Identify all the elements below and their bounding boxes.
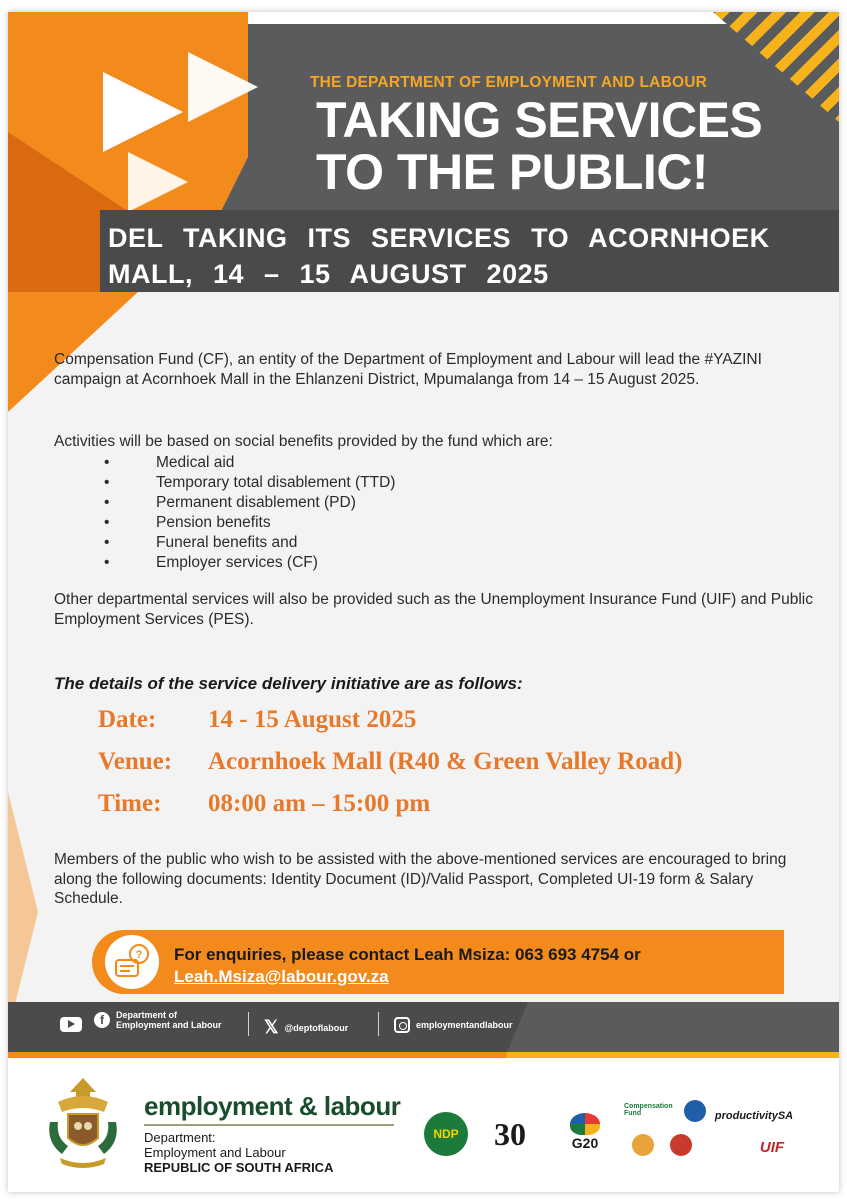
x-icon: 𝕏 [264, 1017, 279, 1037]
facebook-line-2: Employment and Labour [116, 1020, 222, 1030]
event-title: DEL TAKING ITS SERVICES TO ACORNHOEK MALL, 14 – 15 AUGUST 2025 [108, 223, 770, 289]
coat-of-arms-icon [38, 1072, 128, 1172]
instagram-link[interactable] [394, 1017, 513, 1033]
thirty-years-logo: 30 [494, 1115, 526, 1152]
productivity-sa-logo: productivitySA [714, 1110, 794, 1122]
brand-department [144, 1130, 286, 1160]
benefits-list [104, 453, 395, 573]
uif-logo: UIF [759, 1138, 785, 1156]
orange-side-accent [8, 792, 38, 1032]
divider [378, 1012, 379, 1036]
instagram-icon [394, 1017, 410, 1033]
poster [8, 12, 839, 1192]
list-item: • Temporary total disablement (TTD) [104, 473, 395, 493]
intro-paragraph: Compensation Fund (CF), an entity of the Department of Employment and Labour will lead the #YAZINI campaign at Acornhoek Mall in the Ehlanzeni District, Mpumalanga from 14 – 15 August 2025. [54, 351, 762, 388]
brand-rule [144, 1124, 394, 1126]
x-link[interactable] [264, 1017, 348, 1038]
g20-label: G20 [571, 1135, 599, 1151]
main-title-line-1: TAKING SERVICES [316, 92, 763, 148]
venue-label: Venue: [98, 748, 173, 775]
date-label: Date: [98, 706, 157, 733]
facebook-line-1: Department of [116, 1010, 178, 1020]
enquiry-contact: For enquiries, please contact Leah Msiza: 063 693 4754 or [174, 945, 641, 964]
divider [248, 1012, 249, 1036]
enquiry-text [174, 944, 641, 988]
x-handle: @deptoflabour [284, 1022, 349, 1033]
time-label: Time: [98, 790, 162, 817]
g20-logo [560, 1107, 610, 1157]
list-item: • Employer services (CF) [104, 553, 395, 573]
department-line: THE DEPARTMENT OF EMPLOYMENT AND LABOUR [310, 74, 708, 91]
facebook-name [116, 1010, 222, 1030]
enquiry-email-link[interactable]: Leah.Msiza@labour.gov.za [174, 967, 389, 986]
facebook-icon: f [94, 1012, 110, 1028]
chat-question-icon [104, 934, 160, 990]
date-value: 14 - 15 August 2025 [208, 706, 417, 733]
ndp-logo: NDP [424, 1112, 468, 1156]
youtube-icon [60, 1017, 82, 1032]
instagram-handle: employmentandlabour [416, 1020, 513, 1030]
brand-country: REPUBLIC OF SOUTH AFRICA [144, 1160, 334, 1175]
brand-dept-line-2: Employment and Labour [144, 1145, 286, 1160]
compensation-fund-logo: Compensation Fund [624, 1103, 673, 1117]
brand-dept-line-1: Department: [144, 1130, 216, 1145]
list-item: • Pension benefits [104, 513, 395, 533]
main-title-line-2: TO THE PUBLIC! [316, 144, 709, 200]
main-title [316, 94, 762, 198]
list-item: • Funeral benefits and [104, 533, 395, 553]
time-value: 08:00 am – 15:00 pm [208, 790, 431, 817]
g20-emblem-icon [570, 1113, 600, 1135]
facebook-link[interactable] [94, 1010, 222, 1030]
agency-seal-icon [684, 1100, 706, 1122]
youtube-link[interactable] [60, 1017, 82, 1032]
header-banner [8, 12, 839, 292]
other-services-paragraph: Other departmental services will also be provided such as the Unemployment Insurance Fund (UIF) and Public Employment Services (PES). [54, 591, 814, 628]
venue-value: Acornhoek Mall (R40 & Green Valley Road) [208, 748, 683, 775]
documents-paragraph: Members of the public who wish to be assisted with the above-mentioned services are encouraged to bring along the following documents: Identity Document (ID)/Valid Passport, Completed UI-19 form & Salary Schedule. [54, 851, 787, 907]
brand-name: employment & labour [144, 1091, 401, 1121]
svg-text:?: ? [135, 949, 143, 961]
agency-seal-icon [632, 1134, 654, 1156]
details-heading: The details of the service delivery initiative are as follows: [54, 674, 523, 693]
agency-seal-icon [670, 1134, 692, 1156]
list-item: • Medical aid [104, 453, 395, 473]
list-item: • Permanent disablement (PD) [104, 493, 395, 513]
footer-rule [8, 1052, 839, 1058]
activities-intro: Activities will be based on social benefits provided by the fund which are: [54, 433, 553, 450]
